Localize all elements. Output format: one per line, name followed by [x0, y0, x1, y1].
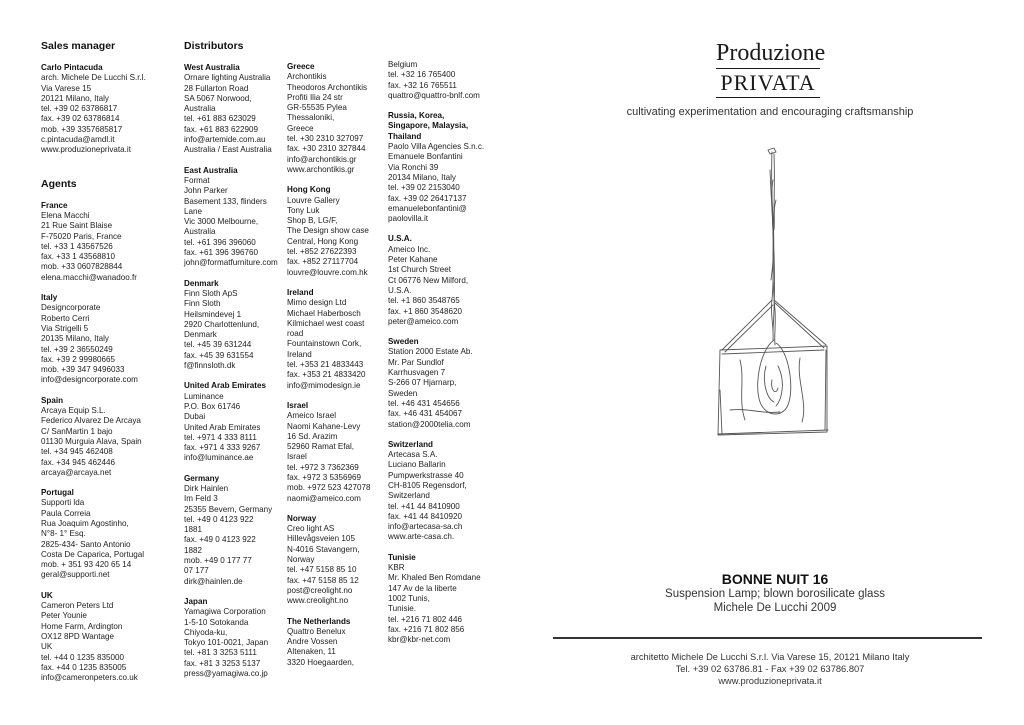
contact-line: fax. +41 44 8410920: [388, 511, 463, 521]
contact-line: Sweden: [388, 388, 418, 398]
contact-line: fax. +34 945 462446: [41, 457, 116, 467]
contact-line: tel. +47 5158 85 10: [287, 565, 357, 575]
contact-line: Andre Vossen: [287, 637, 338, 647]
contact-entry-heading: East Australia: [184, 165, 238, 175]
contact-line[interactable]: station@2000telia.com: [388, 419, 471, 429]
contact-line: tel. +49 0 4123 922: [184, 514, 254, 524]
contact-line: Louvre Gallery: [287, 195, 340, 205]
contact-entry: [388, 234, 480, 327]
contact-line: Ameico Inc.: [388, 244, 431, 254]
contact-line: mob. +972 523 427078: [287, 483, 371, 493]
contact-line: fax. +39 02 63786814: [41, 114, 120, 124]
contact-line: P.O. Box 61746: [184, 401, 241, 411]
contact-line[interactable]: c.pintacuda@amdl.it: [41, 135, 115, 145]
contact-line: Home Farm, Ardington: [41, 621, 123, 631]
contact-line: fax. +353 21 4833420: [287, 370, 366, 380]
contact-line: Basement 133, flinders: [184, 196, 267, 206]
contact-entry: [388, 337, 480, 430]
contact-line: Ornare lighting Australia: [184, 73, 271, 83]
contact-line: tel. +34 945 462408: [41, 447, 113, 457]
contact-line: 21 Rue Saint Blaise: [41, 221, 113, 231]
contact-line: 1002 Tunis,: [388, 593, 430, 603]
agents-heading: Agents: [41, 177, 77, 190]
contact-line: 25355 Bevern, Germany: [184, 504, 273, 514]
contact-line: John Parker: [184, 186, 228, 196]
contact-line: Finn Sloth: [184, 299, 221, 309]
contact-line: tel. +39 02 63786817: [41, 104, 118, 114]
contact-line[interactable]: www.produzioneprivata.it: [41, 145, 131, 155]
contact-line: fax. +1 860 3548620: [388, 306, 463, 316]
contact-line: fax. +61 883 622909: [184, 124, 259, 134]
contact-entry-heading: UK: [41, 590, 53, 600]
contact-line: Ct 06776 New Milford,: [388, 275, 469, 285]
contact-entry: [287, 617, 379, 668]
contact-line: mob. + 351 93 420 65 14: [41, 560, 132, 570]
contact-line: Australia / East Australia: [184, 145, 272, 155]
footer-website[interactable]: www.produzioneprivata.it: [718, 676, 822, 686]
contact-entry: [287, 288, 379, 391]
contact-line[interactable]: www.archontikis.gr: [287, 164, 355, 174]
contact-line: Federico Alvarez De Arcaya: [41, 416, 141, 426]
product-designer: Michele De Lucchi 2009: [713, 602, 837, 614]
contact-line[interactable]: www.arte-casa.ch.: [388, 532, 455, 542]
sales-manager-heading: Sales manager: [41, 40, 116, 52]
contact-line: Australia: [184, 227, 216, 237]
distributors-column-1: [184, 40, 280, 689]
contact-line: Denmark: [184, 330, 217, 340]
contact-line: tel. +852 27622393: [287, 247, 357, 257]
contact-line: Shop B, LG/F,: [287, 216, 338, 226]
contact-line: Roberto Cerri: [41, 313, 90, 323]
contact-entry-heading: Hong Kong: [287, 185, 331, 195]
contact-line: Via Varese 15: [41, 83, 92, 93]
contact-line: fax. +49 0 4123 922: [184, 535, 256, 545]
contact-line: 20134 Milano, Italy: [388, 172, 456, 182]
contact-line: 1881: [184, 525, 203, 535]
contact-line: Israel: [287, 452, 307, 462]
contact-entry: [388, 111, 485, 224]
contact-entry-heading: The Netherlands: [287, 616, 351, 626]
contact-line: F-75020 Paris, France: [41, 231, 122, 241]
contact-line: Artecasa S.A.: [388, 450, 438, 460]
contact-line[interactable]: info@artecasa-sa.ch: [388, 522, 463, 532]
contact-line: Peter Younie: [41, 611, 87, 621]
footer-divider: [553, 637, 982, 639]
contact-line: 1st Church Street: [388, 265, 451, 275]
contact-line: tel. +45 39 631244: [184, 340, 252, 350]
contact-line: OX12 8PD Wantage: [41, 631, 115, 641]
contact-line: U.S.A.: [388, 285, 412, 295]
contact-line: Heilsmindevej 1: [184, 309, 242, 319]
contact-line: Station 2000 Estate Ab.: [388, 347, 473, 357]
contact-line: Theodoros Archontikis: [287, 82, 368, 92]
contact-line[interactable]: info@archontikis.gr: [287, 154, 357, 164]
contact-line: Elena Macchi: [41, 210, 90, 220]
contact-entry-heading: Russia, Korea, Singapore, Malaysia, Thailand: [388, 111, 469, 141]
contact-line[interactable]: info@artemide.com.au: [184, 135, 266, 145]
contact-line[interactable]: john@formatfurniture.com: [184, 258, 278, 268]
contact-line: arch. Michele De Lucchi S.r.l.: [41, 73, 146, 83]
contact-entry-heading: Germany: [184, 473, 220, 483]
contact-line[interactable]: press@yamagiwa.co.jp: [184, 669, 268, 679]
contact-line: Tunisie.: [388, 604, 417, 614]
contact-entry: [388, 553, 480, 646]
contact-line: Luciano Ballarin: [388, 460, 446, 470]
contact-line: Peter Kahane: [388, 255, 438, 265]
contact-line[interactable]: post@creolight.no: [287, 585, 353, 595]
contact-line: Central, Hong Kong: [287, 236, 359, 246]
contact-line: 147 Av de la liberte: [388, 583, 457, 593]
contact-line: tel. +33 1 43567526: [41, 241, 113, 251]
contact-line: fax. +33 1 43568810: [41, 252, 116, 262]
contact-line: road: [287, 329, 304, 339]
contact-line: 2920 Charlottenlund,: [184, 319, 260, 329]
contact-entry-heading: Switzerland: [388, 439, 433, 449]
contact-entry-heading: Sweden: [388, 337, 419, 347]
contact-line: tel. +972 3 7362369: [287, 462, 359, 472]
contact-entry-heading: Tunisie: [388, 552, 416, 562]
contact-line: Archontikis: [287, 72, 327, 82]
contact-line: Tony Luk: [287, 205, 320, 215]
contact-line: 1-5-10 Sotokanda: [184, 617, 249, 627]
contact-line: fax. +852 27117704: [287, 257, 359, 267]
contact-line: 16 Sd. Arazim: [287, 431, 338, 441]
contact-line: fax. +971 4 333 9267: [184, 443, 261, 453]
contact-line: paolovilla.it: [388, 214, 429, 224]
contact-line: Emanuele Bonfantini: [388, 152, 463, 162]
footer: [600, 651, 940, 687]
contact-line: tel. +971 4 333 8111: [184, 432, 257, 442]
sales-agents-column: [41, 40, 171, 693]
contact-line: Im Feld 3: [184, 494, 218, 504]
contact-line: Chiyoda-ku,: [184, 627, 228, 637]
contact-line: tel. +61 883 623029: [184, 114, 256, 124]
contact-line: Costa De Caparica, Portugal: [41, 549, 145, 559]
contact-entry: [287, 514, 379, 607]
contact-entry: [287, 401, 379, 504]
contact-line: Dirk Hainlen: [184, 483, 229, 493]
contact-line: Creo light AS: [287, 524, 335, 534]
contact-line: KBR: [388, 563, 405, 573]
brand-tagline: cultivating experimentation and encouraging craftsmanship: [626, 106, 914, 118]
contact-entry: [287, 62, 379, 175]
contact-line: tel. +30 2310 327097: [287, 134, 364, 144]
contact-entry-heading: France: [41, 200, 68, 210]
contact-entry-heading: Greece: [287, 62, 315, 71]
contact-line: fax. +30 2310 327844: [287, 144, 366, 154]
contact-entry: [388, 60, 480, 101]
contact-line: The Design show case: [287, 226, 369, 236]
contact-line[interactable]: geral@supporti.net: [41, 570, 110, 580]
contact-line: 3320 Hoegaarden,: [287, 657, 355, 667]
contact-line: fax. +39 02 26417137: [388, 193, 467, 203]
distributors-column-2: [287, 62, 379, 678]
contact-line: Belgium: [388, 60, 418, 69]
contact-line: fax. +39 2 99980665: [41, 354, 116, 364]
contact-entry: [184, 381, 280, 463]
contact-line: tel. +353 21 4833443: [287, 360, 364, 370]
contact-line[interactable]: info@designcorporate.com: [41, 375, 138, 385]
contact-entry-heading: Portugal: [41, 488, 74, 498]
contact-line: Paula Correia: [41, 508, 91, 518]
logo-rule: [716, 68, 820, 69]
agents-list: [41, 201, 171, 684]
contact-line: Tokyo 101-0021, Japan: [184, 638, 269, 648]
contact-entry: [41, 488, 171, 581]
contact-line: Finn Sloth ApS: [184, 288, 238, 298]
contact-line: Lane: [184, 206, 203, 216]
contact-line: Karrhusvagen 7: [388, 368, 446, 378]
contact-line: tel. +39 2 36550249: [41, 344, 113, 354]
footer-phone: Tel. +39 02 63786.81 - Fax +39 02 63786.807: [675, 664, 865, 674]
contact-line: Greece: [287, 123, 314, 133]
contact-line[interactable]: info@luminance.ae: [184, 453, 254, 463]
contact-line: Pumpwerkstrasse 40: [388, 470, 464, 480]
contact-line: tel. +81 3 3253 5111: [184, 648, 257, 658]
contact-line: fax. +32 16 765511: [388, 80, 457, 90]
contact-entry: [184, 63, 280, 156]
lamp-sketch-image: [690, 140, 870, 440]
contact-entry: [41, 591, 171, 684]
contact-entry: [184, 279, 280, 372]
contact-line: N-4016 Stavangern,: [287, 544, 360, 554]
contact-line[interactable]: info@mimodesign.ie: [287, 380, 361, 390]
contact-line: tel. +44 0 1235 835000: [41, 652, 125, 662]
contact-line: Cameron Peters Ltd: [41, 601, 114, 611]
contact-line: Format: [184, 175, 210, 185]
brand-logo: [716, 40, 826, 100]
contact-line: Supporti lda: [41, 498, 85, 508]
contact-line: Via Strigelli 5: [41, 323, 89, 333]
contact-line: Hillevågsveien 105: [287, 534, 355, 544]
contact-entry-heading: Norway: [287, 513, 317, 523]
contact-entry: [184, 474, 280, 587]
contact-line: Profiti Ilia 24 str: [287, 92, 343, 102]
contact-line: Thessaloniki,: [287, 113, 335, 123]
contact-line: Yamagiwa Corporation: [184, 607, 266, 617]
distributors-heading: Distributors: [184, 40, 244, 52]
contact-line: 01130 Murguia Alava, Spain: [41, 436, 142, 446]
contact-line: Naomi Kahane-Levy: [287, 421, 361, 431]
contact-line: United Arab Emirates: [184, 422, 261, 432]
contact-line: Michael Haberbosch: [287, 308, 361, 318]
contact-line: Dubai: [184, 412, 206, 422]
contact-line: GR-55535 Pylea: [287, 103, 347, 113]
contact-line: tel. +61 396 396060: [184, 237, 256, 247]
contact-line: tel. +39 02 2153040: [388, 183, 460, 193]
logo-line-1: Produzione: [716, 40, 826, 66]
contact-line: Kilmichael west coast: [287, 318, 365, 328]
contact-line: 52960 Ramat Efal,: [287, 442, 355, 452]
contact-line: SA 5067 Norwood,: [184, 93, 252, 103]
contact-line[interactable]: dirk@hainlen.de: [184, 576, 243, 586]
contact-line: Mr. Par Sundlof: [388, 357, 444, 367]
contact-line: 28 Fullarton Road: [184, 83, 249, 93]
contact-line: Norway: [287, 555, 315, 565]
contact-entry-heading: Spain: [41, 395, 64, 405]
contact-line: fax. +44 0 1235 835005: [41, 662, 127, 672]
contact-line: Mimo design Ltd: [287, 298, 347, 308]
sales-manager-lines: [41, 73, 171, 155]
contact-line: Quattro Benelux: [287, 626, 346, 636]
contact-line[interactable]: f@finnsloth.dk: [184, 361, 236, 371]
contact-line: N°8- 1° Esq.: [41, 529, 86, 539]
contact-line: tel. +46 431 454656: [388, 398, 460, 408]
contact-line: tel. +41 44 8410900: [388, 501, 460, 511]
contact-line[interactable]: kbr@kbr-net.com: [388, 635, 451, 645]
contact-line: CH-8105 Regensdorf,: [388, 480, 467, 490]
contact-entry-heading: Ireland: [287, 287, 314, 297]
contact-line[interactable]: quattro@quattro-bnlf.com: [388, 90, 480, 100]
contact-entry-heading: Italy: [41, 293, 58, 303]
contact-line[interactable]: elena.macchi@wanadoo.fr: [41, 272, 137, 282]
contact-line: fax. +972 3 5356969: [287, 472, 362, 482]
contact-entry: [287, 185, 379, 278]
contact-line: 1882: [184, 545, 203, 555]
contact-line: 2825-434- Santo Antonio: [41, 539, 131, 549]
contact-line: Paolo Villa Agencies S.n.c.: [388, 142, 485, 152]
contact-entry: [41, 396, 171, 478]
sales-manager-entry: [41, 63, 171, 156]
distributors-list-2: [287, 62, 379, 668]
contact-entry-heading: West Australia: [184, 63, 240, 72]
contact-line: fax. +45 39 631554: [184, 350, 254, 360]
contact-line: Mr. Khaled Ben Romdane: [388, 573, 481, 583]
contact-entry-heading: Japan: [184, 596, 208, 606]
contact-line: Designcorporate: [41, 303, 101, 313]
contact-line[interactable]: www.creolight.no: [287, 596, 349, 606]
contact-line[interactable]: peter@ameico.com: [388, 316, 459, 326]
contact-line: Altenaken, 11: [287, 647, 336, 657]
contact-line[interactable]: emanuelebonfantini@: [388, 203, 467, 213]
contact-line: mob. +39 347 9496033: [41, 365, 125, 375]
logo-rule-bottom: [716, 97, 820, 98]
contact-line: fax. +46 431 454067: [388, 409, 463, 419]
contact-entry-heading: Denmark: [184, 278, 219, 288]
contact-entry-heading: Israel: [287, 400, 309, 410]
contact-line: 07 177: [184, 566, 209, 576]
contact-line: tel. +216 71 802 446: [388, 614, 463, 624]
contact-entry: [388, 440, 480, 543]
contact-line: mob. +39 3357685817: [41, 124, 123, 134]
contact-line: fax. +81 3 3253 5137: [184, 658, 261, 668]
contact-entry: [41, 293, 171, 386]
distributors-list-3: [388, 60, 485, 645]
contact-line[interactable]: louvre@louvre.com.hk: [287, 267, 368, 277]
footer-address: architetto Michele De Lucchi S.r.l. Via Varese 15, 20121 Milano Italy: [630, 652, 910, 662]
contact-line: Vic 3000 Melbourne,: [184, 217, 259, 227]
contact-entry-heading: U.S.A.: [388, 234, 412, 244]
contact-line: tel. +1 860 3548765: [388, 296, 460, 306]
product-info: [640, 571, 910, 615]
contact-line: Australia: [184, 104, 216, 114]
contact-line: Arcaya Equip S.L.: [41, 406, 106, 416]
contact-line: fax. +61 396 396760: [184, 248, 259, 258]
contact-line: Rua Joaquim Agostinho,: [41, 518, 129, 528]
contact-line[interactable]: naomi@ameico.com: [287, 493, 361, 503]
contact-line: Switzerland: [388, 491, 430, 501]
contact-line[interactable]: arcaya@arcaya.net: [41, 467, 112, 477]
contact-line: tel. +32 16 765400: [388, 70, 456, 80]
logo-line-2: PRIVATA: [720, 70, 816, 95]
product-subtitle: Suspension Lamp; blown borosilicate glass: [665, 588, 885, 600]
contact-line: Ameico Israel: [287, 411, 337, 421]
contact-line: Ireland: [287, 349, 312, 359]
contact-entry-heading: United Arab Emirates: [184, 381, 267, 391]
contact-line: fax. +47 5158 85 12: [287, 575, 359, 585]
contact-line[interactable]: info@cameronpeters.co.uk: [41, 673, 138, 683]
contact-line: S-266 07 Hjarnarp,: [388, 378, 457, 388]
contact-line: mob. +49 0 177 77: [184, 556, 252, 566]
contact-line: Luminance: [184, 391, 224, 401]
contact-line: 20121 Milano, Italy: [41, 93, 109, 103]
distributors-column-3: [388, 60, 485, 655]
product-title: BONNE NUIT 16: [721, 571, 829, 587]
contact-line: 20135 Milano, Italy: [41, 334, 109, 344]
contact-line: Via Ronchi 39: [388, 162, 439, 172]
contact-line: Fountainstown Cork,: [287, 339, 362, 349]
contact-line: mob. +33 0607828844: [41, 262, 123, 272]
sales-manager-name: Carlo Pintacuda: [41, 63, 103, 72]
distributors-list-1: [184, 63, 280, 679]
contact-entry: [184, 597, 280, 679]
contact-line: fax. +216 71 802 856: [388, 624, 465, 634]
contact-line: C/ SanMartin 1 bajo: [41, 426, 113, 436]
contact-entry: [184, 166, 280, 269]
contact-entry: [41, 201, 171, 283]
contact-line: UK: [41, 642, 53, 652]
